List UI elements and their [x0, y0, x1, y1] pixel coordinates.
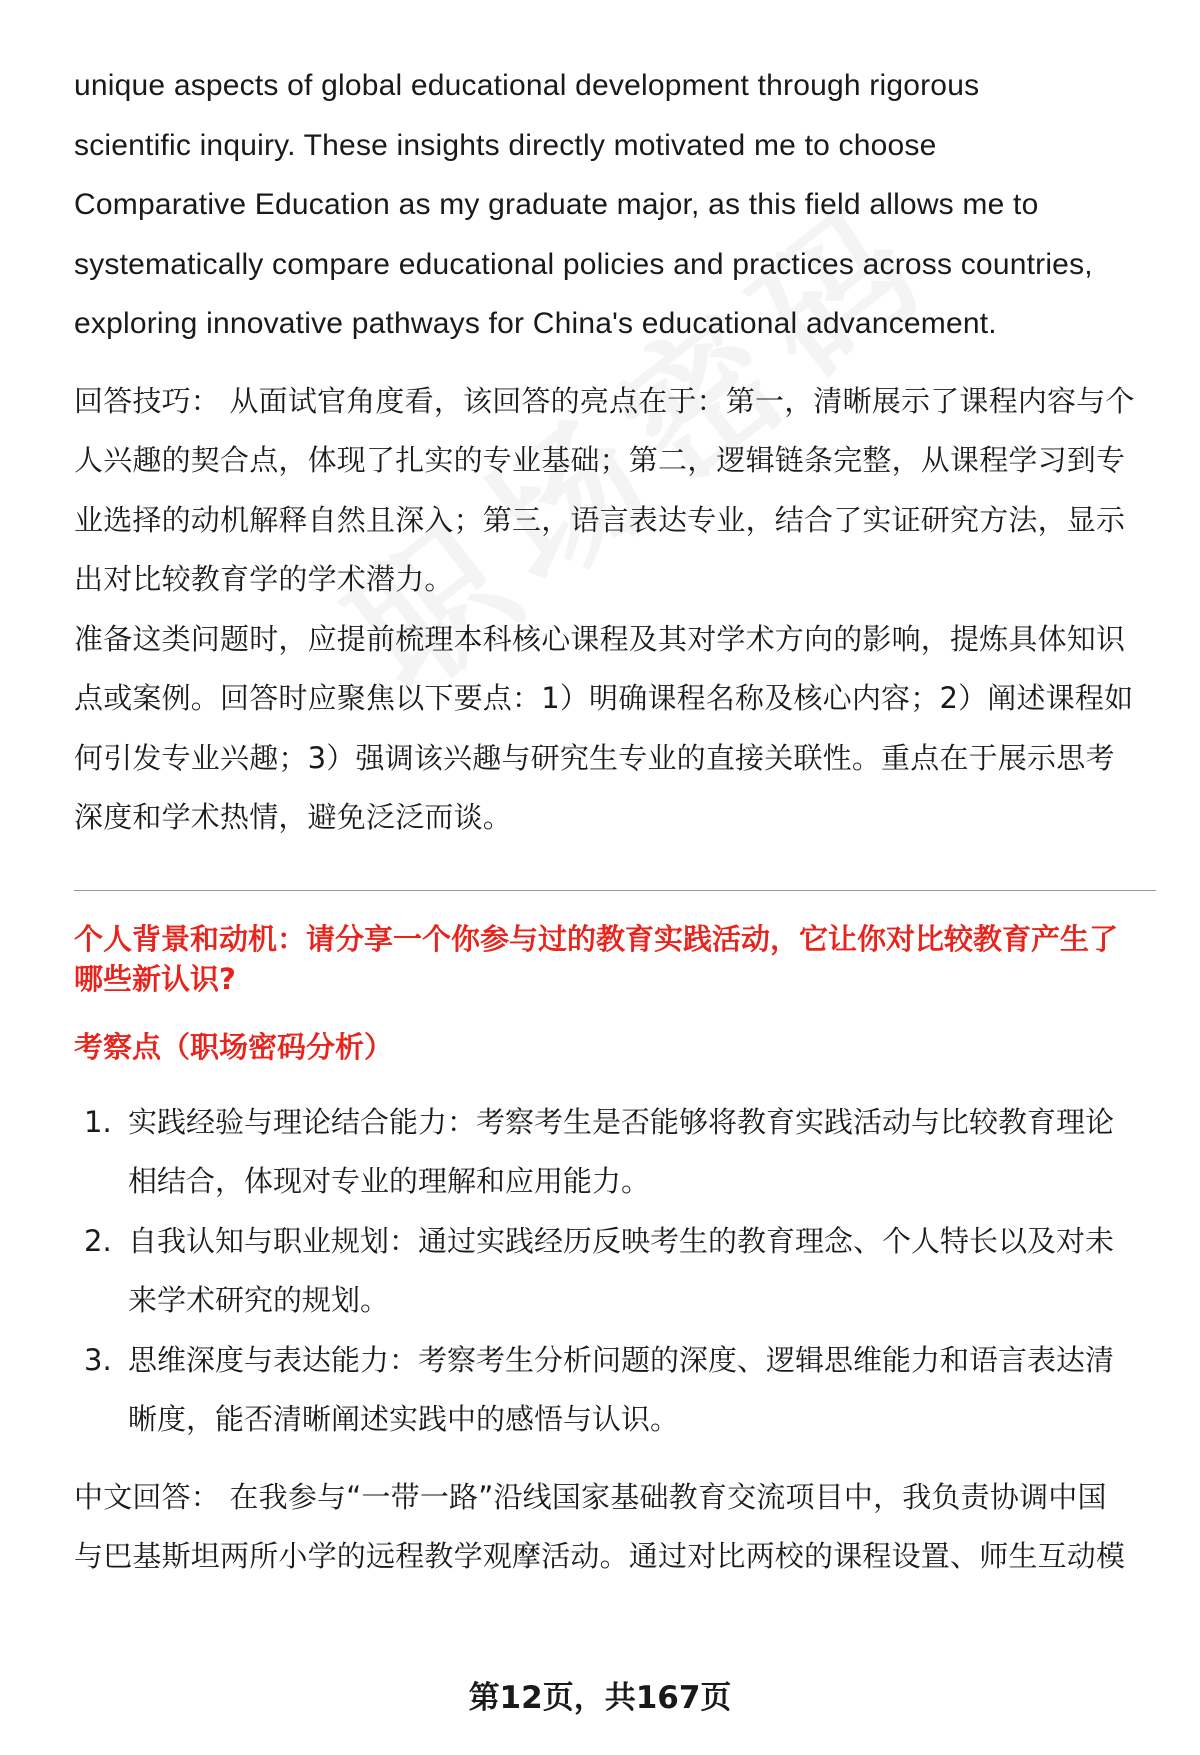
- text-line: 何引发专业兴趣；3）强调该兴趣与研究生专业的直接关联性。重点在于展示思考: [74, 740, 1115, 775]
- text-line: 业选择的动机解释自然且深入；第三，语言表达专业，结合了实证研究方法，显示: [74, 502, 1126, 537]
- list-number: 1.: [84, 1104, 112, 1139]
- list-item: [74, 1331, 1154, 1450]
- question-heading: [74, 919, 1154, 999]
- list-item: [74, 1093, 1154, 1212]
- text-line: 点或案例。回答时应聚焦以下要点：1）明确课程名称及核心内容；2）阐述课程如: [74, 681, 1134, 715]
- page-content: [74, 56, 1154, 1587]
- page-footer: 第12页，共167页: [468, 1680, 732, 1716]
- list-number: 3.: [84, 1342, 112, 1377]
- text-line: 自我认知与职业规划：通过实践经历反映考生的教育理念、个人特长以及对未: [128, 1223, 1115, 1258]
- text-line: 回答技巧： 从面试官角度看，该回答的亮点在于：第一，清晰展示了课程内容与个: [74, 383, 1135, 418]
- text-line: 来学术研究的规划。: [128, 1283, 390, 1317]
- intro-paragraph: [74, 56, 1154, 354]
- text-line: 人兴趣的契合点，体现了扎实的专业基础；第二，逻辑链条完整，从课程学习到专: [74, 443, 1126, 477]
- text-line: 实践经验与理论结合能力：考察考生是否能够将教育实践活动与比较教育理论: [128, 1104, 1115, 1139]
- text-line: Comparative Education as my graduate major, as this field allows me to: [74, 188, 1039, 221]
- text-line: 个人背景和动机：请分享一个你参与过的教育实践活动，它让你对比较教育产生了: [74, 921, 1119, 956]
- chinese-answer: [74, 1468, 1154, 1587]
- text-line: unique aspects of global educational development through rigorous: [74, 69, 980, 102]
- text-line: 相结合，体现对专业的理解和应用能力。: [128, 1164, 651, 1198]
- text-line: 中文回答： 在我参与“一带一路”沿线国家基础教育交流项目中，我负责协调中国: [74, 1479, 1107, 1514]
- list-number: 2.: [84, 1223, 112, 1258]
- preparation-advice: [74, 610, 1154, 848]
- focus-heading: 考察点（职场密码分析）: [74, 1029, 394, 1064]
- focus-points-list: [74, 1093, 1154, 1450]
- answer-tips: [74, 372, 1154, 610]
- text-line: 深度和学术热情，避免泛泛而谈。: [74, 800, 513, 834]
- text-line: 思维深度与表达能力：考察考生分析问题的深度、逻辑思维能力和语言表达清: [128, 1342, 1115, 1377]
- text-line: scientific inquiry. These insights directly motivated me to choose: [74, 128, 937, 162]
- text-line: 哪些新认识?: [74, 961, 236, 996]
- text-line: 与巴基斯坦两所小学的远程教学观摩活动。通过对比两校的课程设置、师生互动模: [74, 1539, 1126, 1573]
- text-line: systematically compare educational policies and practices across countries,: [74, 247, 1093, 281]
- text-line: 晰度，能否清晰阐述实践中的感悟与认识。: [128, 1402, 680, 1436]
- text-line: 出对比较教育学的学术潜力。: [74, 562, 454, 596]
- list-item: [74, 1212, 1154, 1331]
- text-line: exploring innovative pathways for China's educational advancement.: [74, 307, 997, 340]
- text-line: 准备这类问题时，应提前梳理本科核心课程及其对学术方向的影响，提炼具体知识: [74, 621, 1126, 656]
- section-divider: [74, 890, 1156, 891]
